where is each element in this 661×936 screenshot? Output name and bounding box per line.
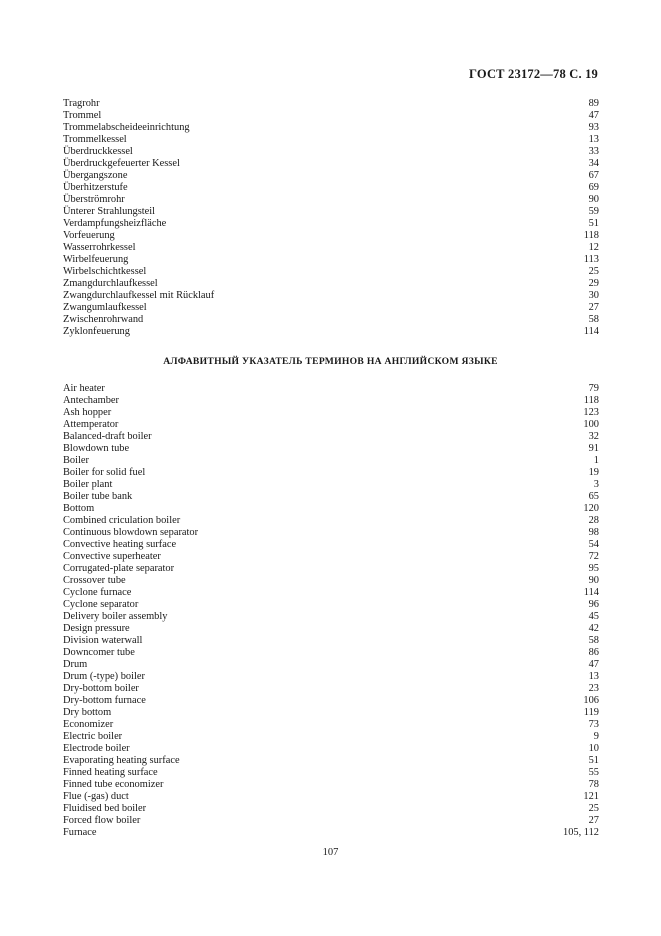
index-term: Überhitzerstufe (63, 182, 128, 193)
index-page-number: 114 (583, 587, 599, 598)
index-page-number: 98 (588, 527, 599, 538)
index-entry (63, 539, 599, 551)
index-page-number: 90 (588, 575, 599, 586)
index-entry (63, 266, 599, 278)
index-term: Übergangszone (63, 170, 128, 181)
index-term: Überströmrohr (63, 194, 125, 205)
english-term-index (63, 383, 599, 839)
index-term: Electric boiler (63, 731, 123, 742)
index-page-number: 32 (588, 431, 599, 442)
index-page-number: 78 (588, 779, 599, 790)
index-entry (63, 383, 599, 395)
index-page-number: 58 (588, 314, 599, 325)
index-term: Zwangdurchlaufkessel mit Rücklauf (63, 290, 215, 301)
index-term: Balanced-draft boiler (63, 431, 152, 442)
index-entry (63, 575, 599, 587)
index-term: Boiler for solid fuel (63, 467, 146, 478)
index-term: Tragrohr (63, 98, 100, 109)
index-entry (63, 443, 599, 455)
index-term: Convective heating surface (63, 539, 177, 550)
index-term: Drum (-type) boiler (63, 671, 145, 682)
index-term: Dry bottom (63, 707, 112, 718)
index-term: Zyklonfeuerung (63, 326, 130, 337)
index-term: Fluidised bed boiler (63, 803, 147, 814)
index-entry (63, 278, 599, 290)
index-term: Division waterwall (63, 635, 143, 646)
index-page-number: 47 (588, 110, 599, 121)
index-term: Corrugated-plate separator (63, 563, 175, 574)
index-page-number: 47 (588, 659, 599, 670)
index-entry (63, 194, 599, 206)
index-term: Blowdown tube (63, 443, 130, 454)
index-entry (63, 455, 599, 467)
index-term: Verdampfungsheizfläche (63, 218, 167, 229)
index-page-number: 89 (588, 98, 599, 109)
index-term: Bottom (63, 503, 95, 514)
index-term: Dry-bottom boiler (63, 683, 139, 694)
index-term: Finned heating surface (63, 767, 158, 778)
index-term: Finned tube economizer (63, 779, 164, 790)
index-entry (63, 491, 599, 503)
index-page-number: 13 (588, 671, 599, 682)
index-term: Economizer (63, 719, 114, 730)
index-term: Dry-bottom furnace (63, 695, 146, 706)
index-page-number: 19 (588, 467, 599, 478)
index-entry (63, 290, 599, 302)
index-entry (63, 254, 599, 266)
index-page-number: 96 (588, 599, 599, 610)
english-index-title: АЛФАВИТНЫЙ УКАЗАТЕЛЬ ТЕРМИНОВ НА АНГЛИЙСКОМ ЯЗЫКЕ (163, 356, 498, 367)
index-page-number: 114 (583, 326, 599, 337)
index-page-number: 30 (588, 290, 599, 301)
index-entry (63, 647, 599, 659)
index-term: Air heater (63, 383, 105, 394)
index-page-number: 100 (583, 419, 599, 430)
index-entry (63, 515, 599, 527)
index-term: Zwischenrohrwand (63, 314, 144, 325)
index-entry (63, 743, 599, 755)
index-term: Boiler tube bank (63, 491, 133, 502)
index-page-number: 51 (588, 218, 599, 229)
index-page-number: 123 (583, 407, 599, 418)
index-term: Combined criculation boiler (63, 515, 181, 526)
index-entry (63, 158, 599, 170)
index-term: Trommelkessel (63, 134, 127, 145)
index-entry (63, 671, 599, 683)
index-term: Continuous blowdown separator (63, 527, 199, 538)
index-term: Flue (-gas) duct (63, 791, 129, 802)
index-term: Drum (63, 659, 88, 670)
index-entry (63, 146, 599, 158)
index-term: Attemperator (63, 419, 119, 430)
index-entry (63, 242, 599, 254)
index-entry (63, 302, 599, 314)
index-page-number: 121 (583, 791, 599, 802)
index-term: Crossover tube (63, 575, 126, 586)
index-term: Überdruckkessel (63, 146, 133, 157)
index-entry (63, 695, 599, 707)
index-entry (63, 659, 599, 671)
index-page-number: 3 (593, 479, 599, 490)
index-page-number: 95 (588, 563, 599, 574)
index-page-number: 27 (588, 302, 599, 313)
index-entry (63, 719, 599, 731)
index-page-number: 119 (583, 707, 599, 718)
index-term: Cyclone furnace (63, 587, 132, 598)
index-entry (63, 122, 599, 134)
index-entry (63, 503, 599, 515)
index-entry (63, 815, 599, 827)
index-page-number: 65 (588, 491, 599, 502)
index-entry (63, 326, 599, 338)
index-entry (63, 803, 599, 815)
index-term: Boiler (63, 455, 89, 466)
index-entry (63, 419, 599, 431)
index-page-number: 86 (588, 647, 599, 658)
index-page-number: 90 (588, 194, 599, 205)
index-entry (63, 779, 599, 791)
index-entry (63, 467, 599, 479)
index-page-number: 69 (588, 182, 599, 193)
index-term: Furnace (63, 827, 97, 838)
index-page-number: 34 (588, 158, 599, 169)
index-entry (63, 431, 599, 443)
index-page-number: 105, 112 (563, 827, 599, 838)
index-page-number: 91 (588, 443, 599, 454)
index-entry (63, 635, 599, 647)
index-entry (63, 563, 599, 575)
index-entry (63, 527, 599, 539)
index-page-number: 28 (588, 515, 599, 526)
index-term: Wasserrohrkessel (63, 242, 136, 253)
index-page-number: 55 (588, 767, 599, 778)
index-term: Forced flow boiler (63, 815, 141, 826)
index-entry (63, 182, 599, 194)
german-term-index (63, 98, 599, 338)
index-page-number: 13 (588, 134, 599, 145)
index-term: Überdruckgefeuerter Kessel (63, 158, 180, 169)
index-page-number: 42 (588, 623, 599, 634)
index-page-number: 106 (583, 695, 599, 706)
index-page-number: 72 (588, 551, 599, 562)
index-entry (63, 395, 599, 407)
index-page-number: 27 (588, 815, 599, 826)
index-entry (63, 683, 599, 695)
page-header: ГОСТ 23172—78 С. 19 (469, 67, 598, 81)
index-term: Delivery boiler assembly (63, 611, 168, 622)
index-term: Electrode boiler (63, 743, 130, 754)
index-term: Convective superheater (63, 551, 161, 562)
index-page-number: 9 (593, 731, 599, 742)
index-entry (63, 479, 599, 491)
index-term: Cyclone separator (63, 599, 139, 610)
index-entry (63, 767, 599, 779)
index-entry (63, 707, 599, 719)
index-entry (63, 791, 599, 803)
index-page-number: 10 (588, 743, 599, 754)
index-entry (63, 551, 599, 563)
index-page-number: 67 (588, 170, 599, 181)
index-page-number: 58 (588, 635, 599, 646)
index-page-number: 25 (588, 803, 599, 814)
index-entry (63, 218, 599, 230)
page-number: 107 (322, 847, 339, 858)
index-entry (63, 755, 599, 767)
index-entry (63, 110, 599, 122)
index-entry (63, 599, 599, 611)
index-term: Wirbelschichtkessel (63, 266, 147, 277)
index-page-number: 33 (588, 146, 599, 157)
index-entry (63, 731, 599, 743)
index-entry (63, 407, 599, 419)
index-entry (63, 623, 599, 635)
index-page-number: 29 (588, 278, 599, 289)
index-page-number: 113 (583, 254, 599, 265)
index-entry (63, 230, 599, 242)
index-term: Zmangdurchlaufkessel (63, 278, 158, 289)
index-term: Trommelabscheideeinrichtung (63, 122, 190, 133)
index-entry (63, 206, 599, 218)
index-entry (63, 827, 599, 839)
index-page-number: 118 (583, 230, 599, 241)
index-term: Antechamber (63, 395, 119, 406)
index-entry (63, 314, 599, 326)
index-term: Wirbelfeuerung (63, 254, 129, 265)
index-page-number: 120 (583, 503, 599, 514)
index-page-number: 73 (588, 719, 599, 730)
index-entry (63, 98, 599, 110)
index-page-number: 23 (588, 683, 599, 694)
index-term: Downcomer tube (63, 647, 135, 658)
index-term: Ash hopper (63, 407, 112, 418)
index-term: Trommel (63, 110, 102, 121)
index-page-number: 1 (593, 455, 599, 466)
index-entry (63, 134, 599, 146)
index-entry (63, 611, 599, 623)
index-term: Evaporating heating surface (63, 755, 180, 766)
index-page-number: 93 (588, 122, 599, 133)
index-term: Vorfeuerung (63, 230, 115, 241)
index-page-number: 59 (588, 206, 599, 217)
index-page-number: 12 (588, 242, 599, 253)
index-page-number: 45 (588, 611, 599, 622)
index-page-number: 51 (588, 755, 599, 766)
index-page-number: 118 (583, 395, 599, 406)
index-term: Zwangumlaufkessel (63, 302, 147, 313)
index-term: Boiler plant (63, 479, 113, 490)
index-term: Design pressure (63, 623, 130, 634)
index-page-number: 25 (588, 266, 599, 277)
index-page-number: 54 (588, 539, 599, 550)
index-term: Ünterer Strahlungsteil (63, 206, 156, 217)
index-page-number: 79 (588, 383, 599, 394)
index-entry (63, 587, 599, 599)
index-entry (63, 170, 599, 182)
